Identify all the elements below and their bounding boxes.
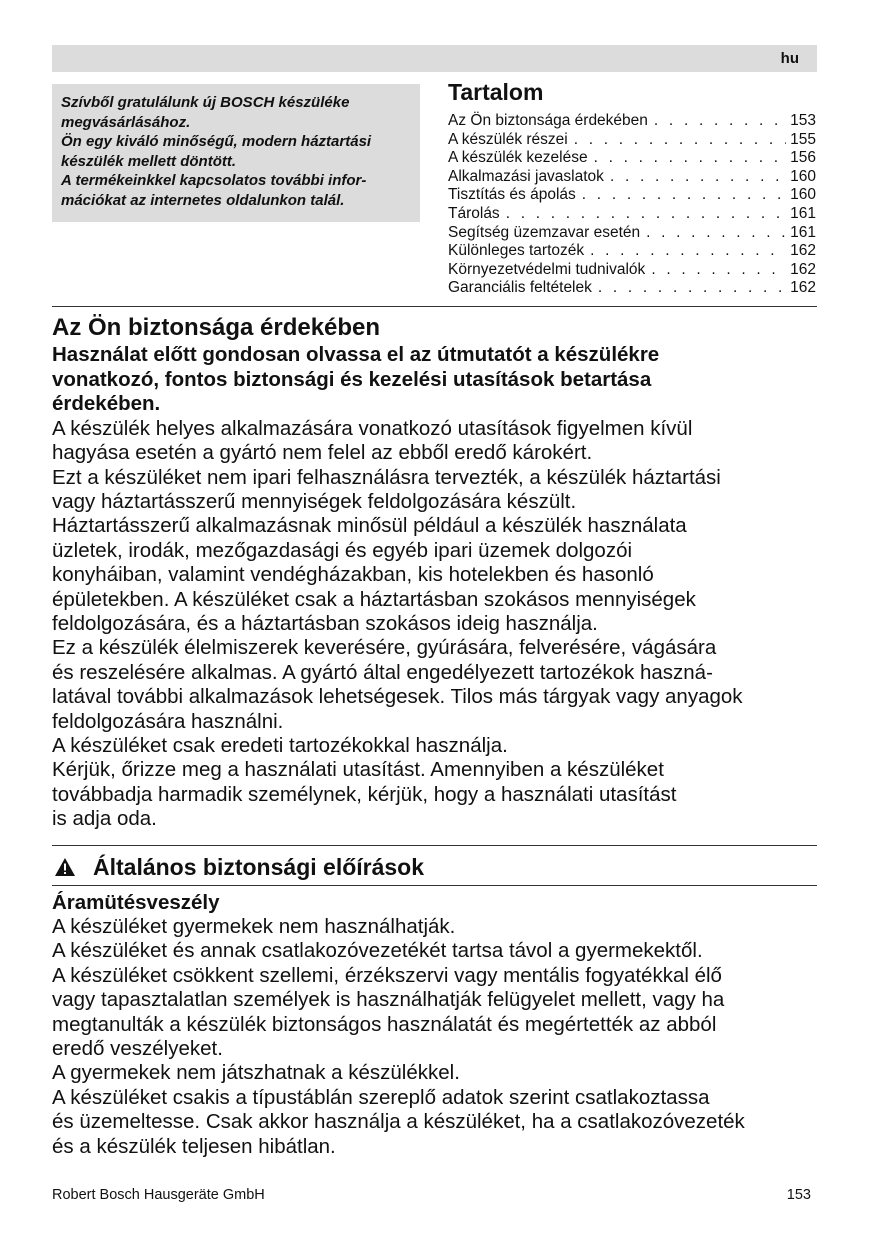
body-line: Kérjük, őrizze meg a használati utasítást. Amennyiben a készüléket <box>52 758 664 782</box>
toc-entry-label: Tárolás <box>448 204 500 222</box>
toc-entry-label: Garanciális feltételek <box>448 279 592 297</box>
intro-line: Ön egy kiváló minőségű, modern háztartási <box>61 133 372 150</box>
divider <box>52 845 817 846</box>
body-line: A készülék helyes alkalmazására vonatkozó utasítások figyelmen kívül <box>52 416 693 440</box>
general-safety-body <box>52 890 822 1159</box>
toc-entry-page: 162 <box>790 279 816 297</box>
toc-entry-label: Különleges tartozék <box>448 242 585 260</box>
toc-entry-label: A készülék részei <box>448 130 568 148</box>
toc-entry[interactable] <box>448 279 816 298</box>
toc-entry-page: 161 <box>790 223 816 241</box>
body-line: továbbadja harmadik személynek, kérjük, hogy a használati utasítást <box>52 782 677 806</box>
body-line: és reszelésére alkalmas. A gyártó által engedélyezett tartozékok haszná- <box>52 660 713 684</box>
toc-entry-label: Környezetvédelmi tudnivalók <box>448 260 646 278</box>
toc-leader <box>654 112 786 131</box>
body-line: üzletek, irodák, mezőgazdasági és egyéb ipari üzemek dolgozói <box>52 538 633 562</box>
body-line: és üzemeltesse. Csak akkor használja a készüléket, ha a csatlakozóvezeték <box>52 1110 745 1134</box>
body-line: vagy tapasztalatlan személyek is használhatják felügyelet mellett, vagy ha <box>52 988 725 1012</box>
body-line: Ezt a készüléket nem ipari felhasználásra tervezték, a készülék háztartási <box>52 465 721 489</box>
toc-leader <box>598 279 786 298</box>
intro-line: készülék mellett döntött. <box>61 152 237 170</box>
body-line: A készüléket csökkent szellemi, érzékszervi vagy mentális fogyatékkal élő <box>52 963 722 987</box>
lead-line: vonatkozó, fontos biztonsági és kezelési utasítások betartása <box>52 367 652 391</box>
toc-entry[interactable] <box>448 112 816 131</box>
general-safety-heading-row <box>52 851 817 883</box>
toc-leader <box>506 205 786 224</box>
intro-line: Szívből gratulálunk új BOSCH készüléke <box>61 94 350 111</box>
toc-leader <box>651 261 786 280</box>
body-line: A készüléket csakis a típustáblán szereplő adatok szerint csatlakoztassa <box>52 1085 710 1109</box>
intro-line: mációkat az internetes oldalunkon talál. <box>61 191 345 209</box>
lead-line: érdekében. <box>52 392 161 416</box>
toc-entry-label: Tisztítás és ápolás <box>448 186 576 204</box>
warning-icon <box>54 857 76 877</box>
toc-leader <box>594 149 787 168</box>
toc-leader <box>582 186 786 205</box>
intro-line: A termékeinkkel kapcsolatos további infor- <box>61 172 367 189</box>
safety-lead <box>52 343 822 417</box>
general-safety-heading: Általános biztonsági előírások <box>93 854 425 880</box>
intro-box <box>52 84 420 222</box>
body-line: Ez a készülék élelmiszerek keverésére, gyúrására, felverésére, vágására <box>52 636 717 660</box>
safety-section <box>52 313 822 832</box>
toc-title: Tartalom <box>448 79 544 105</box>
toc-entry[interactable] <box>448 242 816 261</box>
intro-line: megvásárlásához. <box>61 113 191 131</box>
body-line: is adja oda. <box>52 807 157 831</box>
toc-entry-page: 160 <box>790 186 816 204</box>
divider <box>52 885 817 886</box>
general-safety-header <box>52 851 817 883</box>
body-line: A készüléket és annak csatlakozóvezetékét tartsa távol a gyermekektől. <box>52 939 703 963</box>
toc-entry-page: 162 <box>790 260 816 278</box>
toc-leader <box>574 131 786 150</box>
toc-entry[interactable] <box>448 168 816 187</box>
table-of-contents <box>448 78 816 298</box>
footer-page-number: 153 <box>786 1187 811 1203</box>
toc-entry-page: 156 <box>790 149 816 167</box>
toc-entry-page: 155 <box>790 130 816 148</box>
safety-heading: Az Ön biztonsága érdekében <box>52 314 381 341</box>
toc-entry-label: Segítség üzemzavar esetén <box>448 223 641 241</box>
body-line: hagyása esetén a gyártó nem felel az ebből eredő károkért. <box>52 441 593 465</box>
toc-entry[interactable] <box>448 131 816 150</box>
toc-entry-page: 162 <box>790 242 816 260</box>
body-line: vagy háztartásszerű mennyiségek feldolgozására készült. <box>52 490 577 513</box>
toc-entry[interactable] <box>448 261 816 280</box>
general-safety-text <box>52 915 822 1159</box>
body-line: eredő veszélyeket. <box>52 1037 223 1061</box>
intro-text <box>61 93 413 210</box>
toc-leader <box>590 242 786 261</box>
body-line: feldolgozására, és a háztartásban szokásos ideig használja. <box>52 612 598 636</box>
body-line: A készüléket csak eredeti tartozékokkal használja. <box>52 734 508 758</box>
toc-entry[interactable] <box>448 224 816 243</box>
divider <box>52 306 817 307</box>
body-line: konyháiban, valamint vendégházakban, kis hotelekben és hasonló <box>52 563 654 587</box>
toc-entry-label: Alkalmazási javaslatok <box>448 167 604 185</box>
toc-entry[interactable] <box>448 205 816 224</box>
body-line: latával további alkalmazások lehetségesek. Tilos más tárgyak vagy anyagok <box>52 685 743 709</box>
toc-entry-label: Az Ön biztonsága érdekében <box>448 112 648 129</box>
footer-company: Robert Bosch Hausgeräte GmbH <box>52 1187 265 1203</box>
lead-line: Használat előtt gondosan olvassa el az útmutatót a készülékre <box>52 343 660 366</box>
shock-hazard-subtitle: Áramütésveszély <box>52 891 220 914</box>
toc-entry-page: 153 <box>790 112 816 129</box>
body-line: A gyermekek nem játszhatnak a készülékkel. <box>52 1061 460 1085</box>
language-bar <box>52 45 817 72</box>
safety-body <box>52 417 822 832</box>
toc-entry-page: 161 <box>790 204 816 222</box>
body-line: Háztartásszerű alkalmazásnak minősül például a készülék használata <box>52 514 687 538</box>
body-line: és a készülék teljesen hibátlan. <box>52 1134 336 1158</box>
toc-leader <box>646 224 786 243</box>
toc-entry-label: A készülék kezelése <box>448 149 588 167</box>
toc-entry[interactable] <box>448 186 816 205</box>
language-code: hu <box>780 50 799 67</box>
toc-entry[interactable] <box>448 149 816 168</box>
body-line: megtanulták a készülék biztonságos használatát és megértették az abból <box>52 1012 717 1036</box>
body-line: feldolgozására használni. <box>52 709 284 733</box>
toc-entry-page: 160 <box>790 167 816 185</box>
body-line: A készüléket gyermekek nem használhatják. <box>52 915 456 938</box>
toc-leader <box>610 168 786 187</box>
body-line: épületekben. A készüléket csak a háztartásban szokásos mennyiségek <box>52 587 696 611</box>
